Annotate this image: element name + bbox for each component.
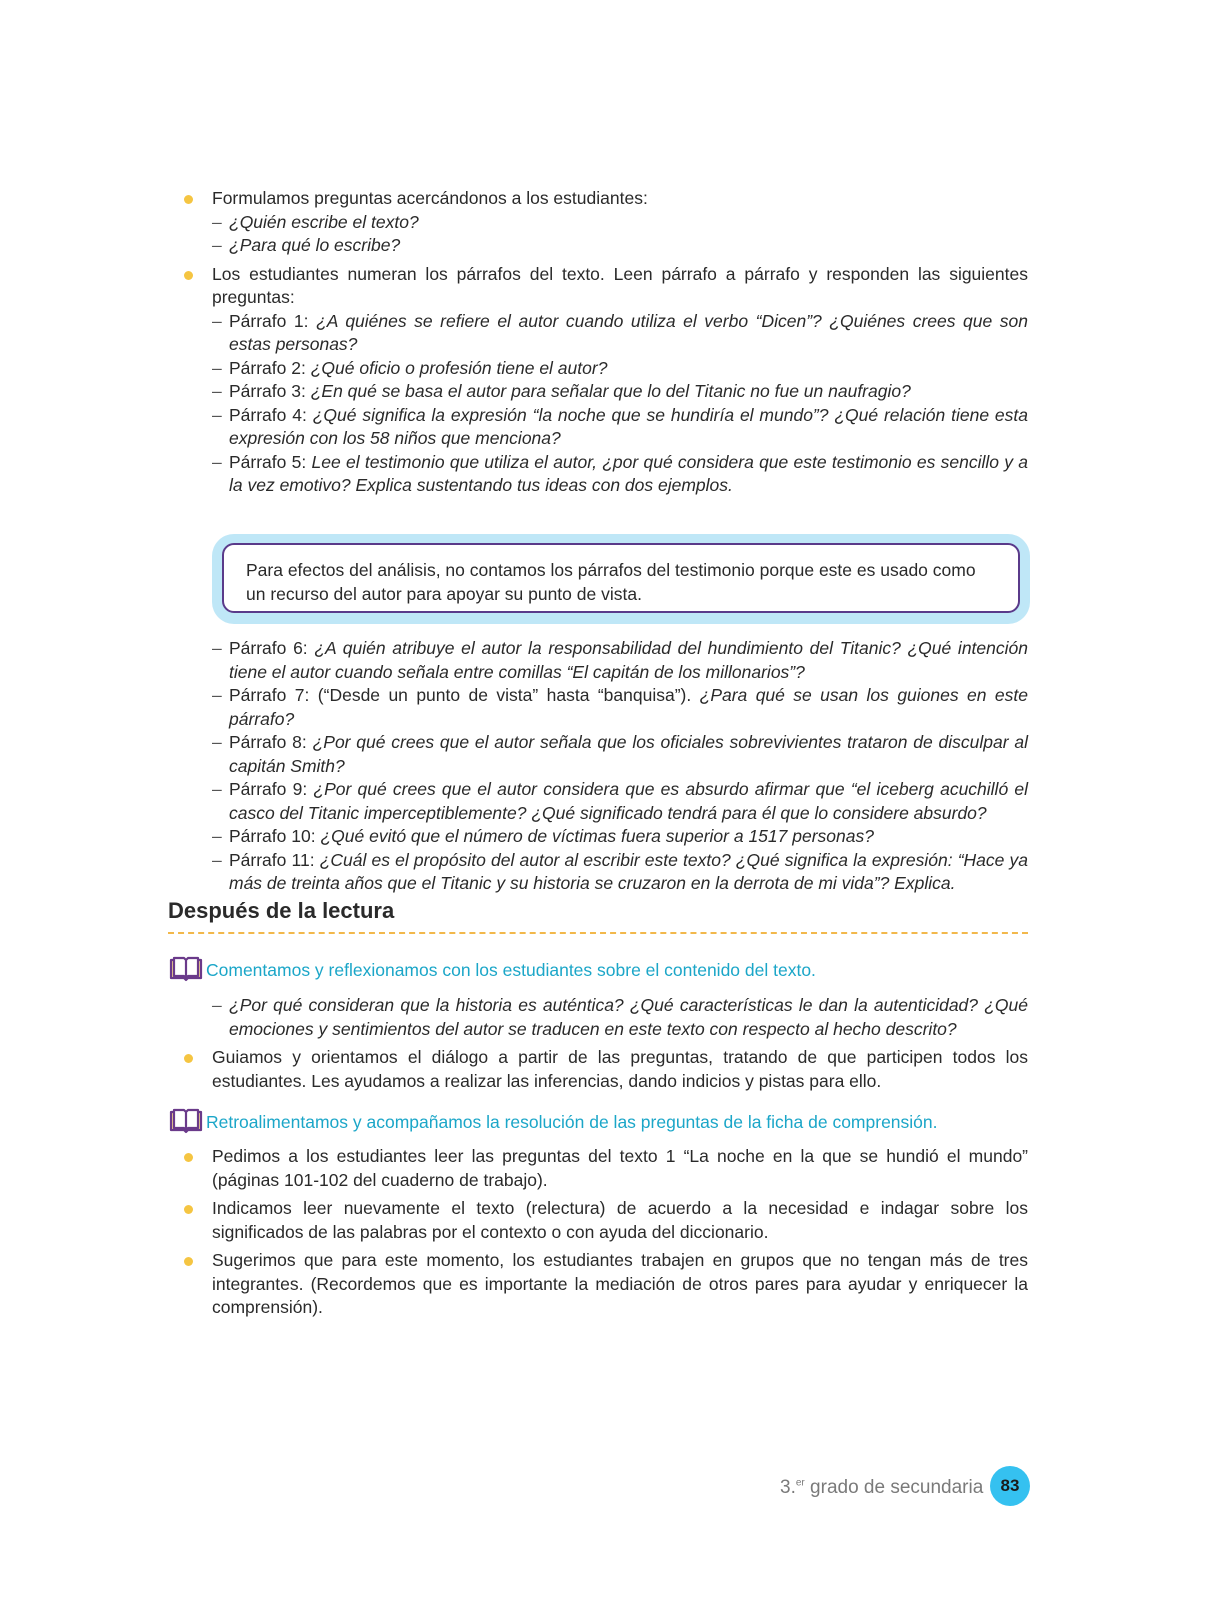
paragraph-label: Párrafo 3: [229,381,311,401]
bullet-text: Indicamos leer nuevamente el texto (relectura) de acuerdo a la necesidad e indagar sobre los significados de las palabras por el contexto o con ayuda del diccionario. [212,1198,1028,1242]
dash: – [212,638,222,658]
paragraph-question-text: ¿En qué se basa el autor para señalar que lo del Titanic no fue un naufragio? [310,381,911,401]
dash: – [212,732,222,752]
paragraph-question-text: ¿A quién atribuye el autor la responsabilidad del hundimiento del Titanic? ¿Qué intención tiene el autor cuando señala entre comillas “El capitán de los millonarios”? [229,638,1028,682]
bullet-dot [184,195,193,204]
page-number-badge: 83 [990,1466,1030,1506]
paragraph-question [168,849,1028,896]
paragraph-label: Párrafo 2: [229,357,311,378]
dash: – [212,381,222,401]
grade-superscript: er [795,1477,805,1489]
paragraph-label: Párrafo 5: [229,451,312,472]
paragraph-question [168,684,1028,731]
open-book-icon [168,1108,204,1136]
paragraph-label: Párrafo 8: [229,732,313,752]
paragraph-question-text: ¿Qué oficio o profesión tiene el autor? [310,357,608,378]
paragraph-question-text: ¿Cuál es el propósito del autor al escribir este texto? ¿Qué significa la expresión: “Hace ya más de treinta años que el Titanic y su historia se cruzaron en la derrota de mi vida”? Explica. [229,849,1028,893]
bullet-item [168,1145,1028,1192]
paragraph-label: Párrafo 10: [229,826,321,846]
paragraph-questions-a [168,310,1028,498]
note-text: Para efectos del análisis, no contamos los párrafos del testimonio porque este es usado como un recurso del autor para apoyar su punto de vista. [246,560,976,604]
bullet-text: Guiamos y orientamos el diálogo a partir de las preguntas, tratando de que participen todos los estudiantes. Les ayudamos a realizar las inferencias, dando indicios y pistas para ello. [212,1047,1028,1091]
paragraph-question [168,404,1028,451]
dash: – [212,235,222,255]
activity-1-content [168,994,1028,1093]
dash: – [212,779,222,799]
sub-item [168,211,1028,235]
paragraph-label: Párrafo 9: [229,779,314,799]
bullet-dot [184,271,193,280]
dash: – [212,357,222,378]
dash: – [212,211,222,232]
activity-2-content [168,1145,1028,1320]
bullet-item [168,1249,1028,1320]
paragraph-question [168,357,1028,381]
paragraph-label: Párrafo 11: [229,849,320,870]
bullet-text: Los estudiantes numeran los párrafos del texto. Leen párrafo a párrafo y responden las siguientes preguntas: [212,263,1028,307]
note-callout [212,534,1030,624]
sub-text: ¿Quién escribe el texto? [229,211,419,232]
paragraph-question-text: Lee el testimonio que utiliza el autor, ¿por qué considera que este testimonio es sencillo y a la vez emotivo? Explica sustentando tus ideas con dos ejemplos. [229,451,1028,495]
grade-label [780,1477,983,1499]
paragraph-question [168,778,1028,825]
paragraph-label: Párrafo 7: (“Desde un punto de vista” hasta “banquisa”). [229,685,700,705]
sub-text: ¿Por qué consideran que la historia es auténtica? ¿Qué características le dan la autenticidad? ¿Qué emociones y sentimientos del autor se traducen en este texto con respecto al hecho descrito? [229,995,1028,1039]
paragraph-question-text: ¿Por qué crees que el autor considera que es absurdo afirmar que “el iceberg acuchilló el casco del Titanic imperceptiblemente? ¿Qué significado tendrá para él que lo considere absurdo? [229,779,1028,823]
sub-item [168,994,1028,1041]
bullet-item [168,1197,1028,1244]
dash: – [212,404,222,425]
dash: – [212,451,222,472]
sub-text: ¿Para qué lo escribe? [229,235,401,255]
dash: – [212,685,222,705]
paragraph-label: Párrafo 4: [229,404,313,425]
paragraph-questions-b-section [168,637,1028,896]
paragraph-question [168,731,1028,778]
paragraph-question [168,380,1028,404]
bullet-dot [184,1257,193,1266]
bullet-dot [184,1054,193,1063]
sub-item [168,234,1028,258]
paragraph-question-text: ¿A quiénes se refiere el autor cuando utiliza el verbo “Dicen”? ¿Quiénes crees que son estas personas? [229,310,1028,354]
grade-rest: grado de secundaria [804,1477,984,1498]
paragraph-question [168,825,1028,849]
activity-heading-text: Retroalimentamos y acompañamos la resolución de las preguntas de la ficha de comprensión. [206,1111,938,1132]
paragraph-question [168,637,1028,684]
dash: – [212,826,222,846]
bullet-text: Sugerimos que para este momento, los estudiantes trabajen en grupos que no tengan más de tres integrantes. (Recordemos que es importante la mediación de otros pares para ayudar y enriquecer la comprensión). [212,1250,1028,1317]
bullet-item [168,263,1028,310]
paragraph-label: Párrafo 1: [229,310,317,331]
dash: – [212,995,222,1015]
dash: – [212,849,222,870]
paragraph-question-text: ¿Por qué crees que el autor señala que los oficiales sobrevivientes trataron de disculpar al capitán Smith? [229,732,1028,776]
dash: – [212,310,222,331]
paragraph-question-text: ¿Para qué se usan los guiones en este párrafo? [229,685,1028,729]
paragraph-label: Párrafo 6: [229,638,315,658]
bullet-dot [184,1205,193,1214]
activity-heading-2 [168,1108,938,1136]
bullet-text: Pedimos a los estudiantes leer las preguntas del texto 1 “La noche en la que se hundió el mundo” (páginas 101-102 del cuaderno de trabajo). [212,1146,1028,1190]
bullet-text: Formulamos preguntas acercándonos a los estudiantes: [212,188,648,208]
paragraph-question [168,451,1028,498]
paragraph-questions-b [168,637,1028,896]
activity-heading-1 [168,956,816,984]
paragraph-question-text: ¿Qué significa la expresión “la noche que se hundiría el mundo”? ¿Qué relación tiene esta expresión con los 58 niños que menciona? [229,404,1028,448]
intro-section [168,187,1028,498]
section-title: Después de la lectura [168,898,395,923]
bullet-item [168,1046,1028,1093]
note-box [222,543,1020,613]
paragraph-question [168,310,1028,357]
bullet-item [168,187,1028,211]
open-book-icon [168,956,204,984]
grade-prefix: 3. [780,1477,796,1498]
bullet-dot [184,1153,193,1162]
paragraph-question-text: ¿Qué evitó que el número de víctimas fuera superior a 1517 personas? [320,826,874,846]
activity-heading-text: Comentamos y reflexionamos con los estudiantes sobre el contenido del texto. [206,959,816,980]
section-divider [168,932,1028,934]
